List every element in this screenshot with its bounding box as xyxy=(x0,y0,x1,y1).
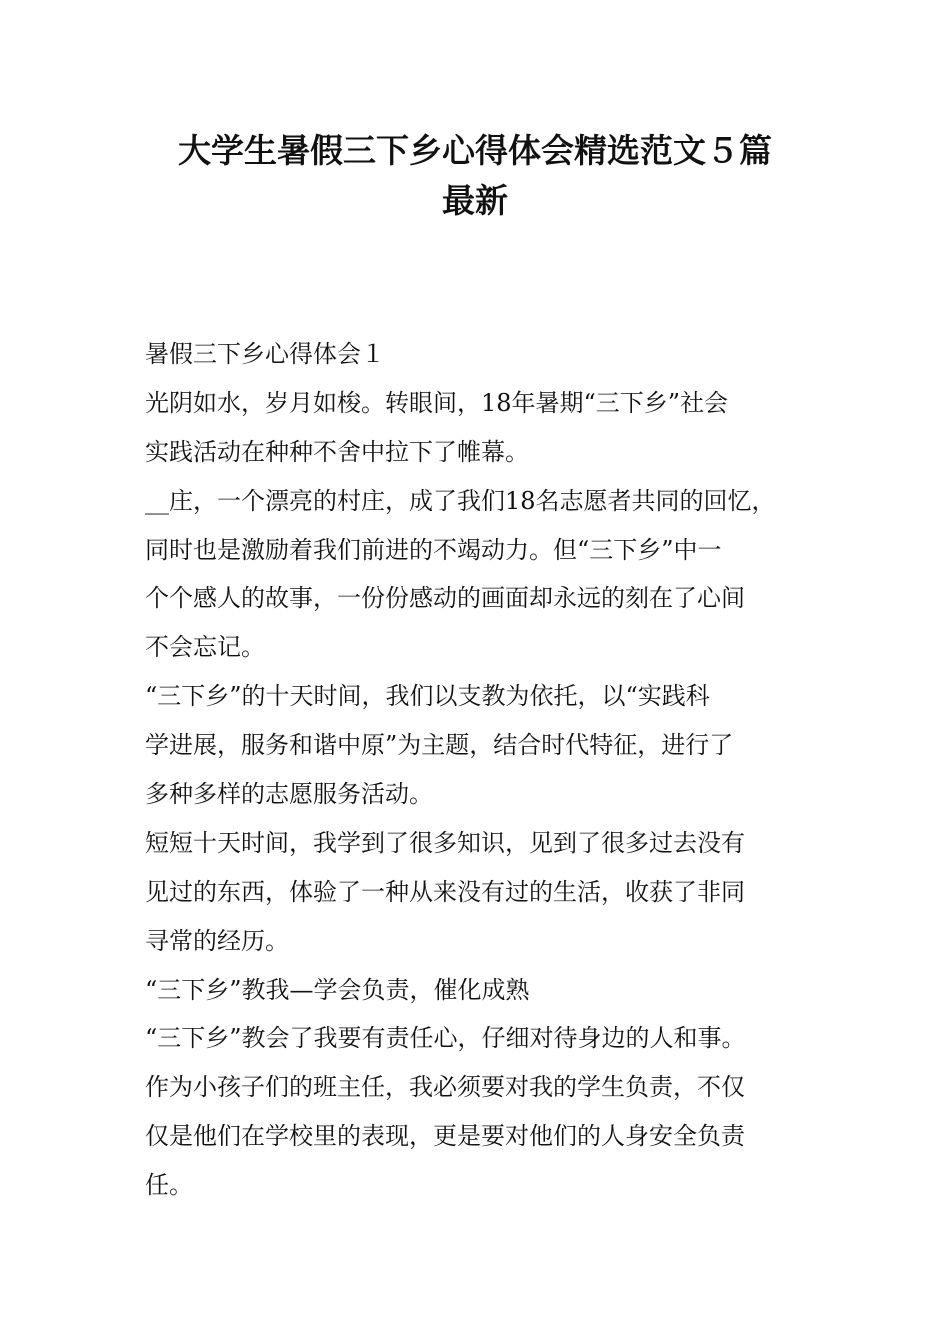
document-title-line-1: 大学生暑假三下乡心得体会精选范文５篇 xyxy=(178,131,772,170)
document-title-line-2: 最新 xyxy=(442,181,508,220)
body-line: 光阴如水，岁月如梭。转眼间，18年暑期“三下乡”社会 xyxy=(145,388,729,417)
body-line: 仅是他们在学校里的表现，更是要对他们的人身安全负责 xyxy=(145,1122,745,1151)
body-line: __庄，一个漂亮的村庄，成了我们18名志愿者共同的回忆， xyxy=(145,486,776,515)
body-line: 任。 xyxy=(145,1171,193,1200)
body-line: 作为小孩子们的班主任，我必须要对我的学生负责，不仅 xyxy=(145,1073,745,1102)
body-line: 实践活动在种种不舍中拉下了帷幕。 xyxy=(145,437,529,466)
body-line: 短短十天时间，我学到了很多知识，见到了很多过去没有 xyxy=(145,828,745,857)
body-line: 学进展，服务和谐中原”为主题，结合时代特征，进行了 xyxy=(145,731,734,760)
body-line: “三下乡”的十天时间，我们以支教为依托，以“实践科 xyxy=(145,682,710,711)
body-line: 寻常的经历。 xyxy=(145,926,289,955)
body-line: “三下乡”教会了我要有责任心，仔细对待身边的人和事。 xyxy=(145,1024,746,1053)
document-body xyxy=(145,330,835,1210)
body-line: 见过的东西，体验了一种从来没有过的生活，收获了非同 xyxy=(145,877,745,906)
body-line: 多种多样的志愿服务活动。 xyxy=(145,780,433,809)
body-line: 个个感人的故事，一份份感动的画面却永远的刻在了心间 xyxy=(145,584,745,613)
section-heading: 暑假三下乡心得体会１ xyxy=(145,340,385,368)
subheading-line: “三下乡”教我—学会负责，催化成熟 xyxy=(145,975,530,1004)
body-line: 同时也是激励着我们前进的不竭动力。但“三下乡”中一 xyxy=(145,535,722,564)
body-line: 不会忘记。 xyxy=(145,633,265,662)
